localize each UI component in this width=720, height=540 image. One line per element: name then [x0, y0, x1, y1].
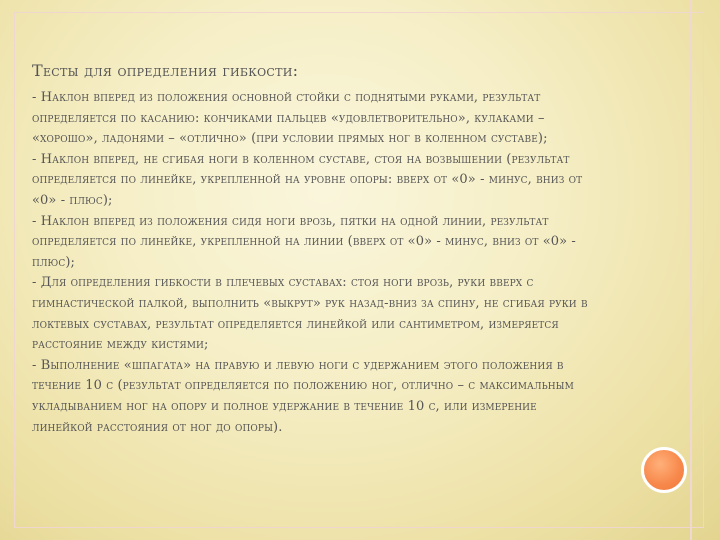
decorative-orange-circle — [641, 447, 687, 493]
slide-right-stripe — [690, 0, 692, 540]
slide-content — [32, 60, 592, 438]
test-item-4: - Для определения гибкости в плечевых суставах: стоя ноги врозь, руки вверх с гимнастической палкой, выполнить «выкрут» рук назад-вниз за спину, не сгибая руки в локтевых суставах, результат определяется линейкой или сантиметром, измеряется расстояние между кистями; — [32, 275, 588, 353]
test-item-1: - Наклон вперед из положения основной стойки с поднятыми руками, результат определяется по касанию: кончиками пальцев «удовлетворительно», кулаками – «хорошо», ладонями – «отлично» (при условии прямых ног в коленном суставе); — [32, 90, 548, 147]
test-item-2: - Наклон вперед, не сгибая ноги в коленном суставе, стоя на возвышении (результат определяется по линейке, укрепленной на уровне опоры: вверх от «0» - минус, вниз от «0» - плюс); — [32, 151, 583, 208]
test-item-5: - Выполнение «шпагата» на правую и левую ноги с удержанием этого положения в течение 10 с (результат определяется по положению ног, отлично – с максимальным укладыванием ног на опору и полное удержание в течение 10 с, или измерение линейкой расстояния от ног до опоры). — [32, 357, 574, 435]
test-item-3: - Наклон вперед из положения сидя ноги врозь, пятки на одной линии, результат определяется по линейке, укрепленной на линии (вверх от «0» - минус, вниз от «0» - плюс); — [32, 213, 576, 270]
slide-title: Тесты для определения гибкости: — [32, 61, 299, 80]
